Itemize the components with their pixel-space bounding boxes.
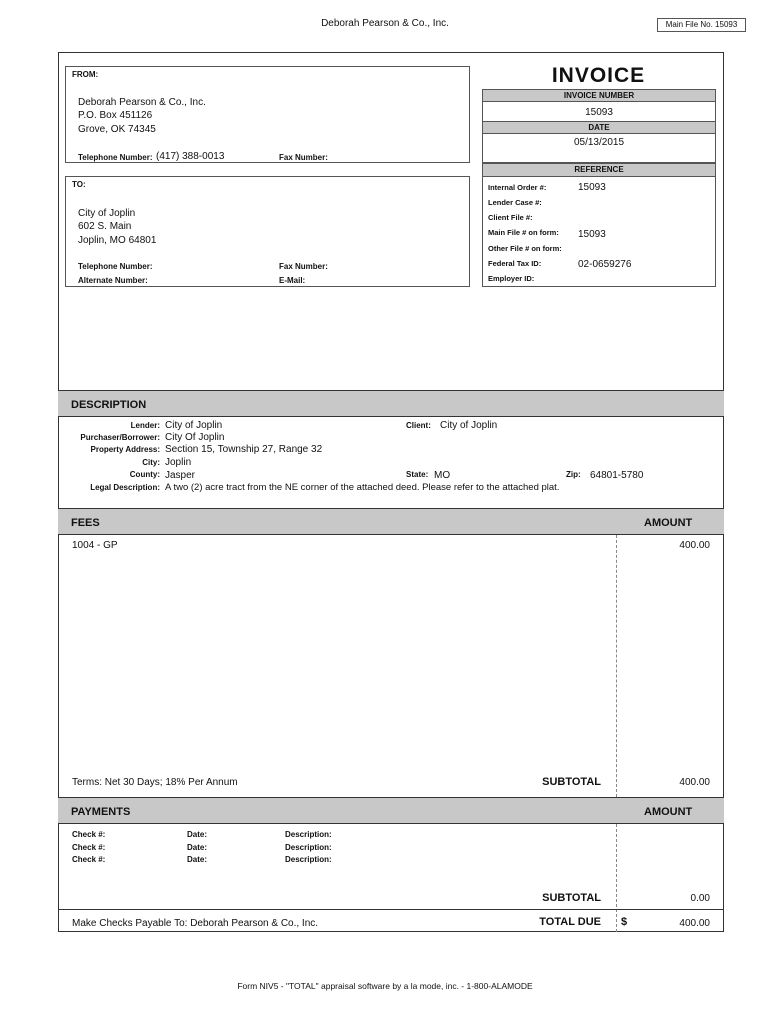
main-file-label: Main File # on form: [488,228,559,237]
lender-case-label: Lender Case #: [488,198,542,207]
fees-title: FEES [71,517,100,529]
client-label: Client: [406,421,431,430]
state-label: State: [406,470,429,479]
city-label: City: [142,458,160,467]
fees-subtotal-label: SUBTOTAL [542,776,601,788]
county-label: County: [129,470,160,479]
client-value: City of Joplin [440,420,498,431]
to-phone-label: Telephone Number: [78,262,153,271]
check-label-2: Check #: [72,843,106,852]
description-label-3: Description: [285,855,332,864]
date-label-3: Date: [187,855,208,864]
from-label: FROM: [72,70,99,79]
to-email-label: E-Mail: [279,276,306,285]
description-label-2: Description: [285,843,332,852]
client-file-label: Client File #: [488,213,533,222]
fees-divider [616,535,617,797]
reference-box [482,163,716,287]
legal-description-value: A two (2) acre tract from the NE corner of the attached deed. Please refer to the attached plat. [165,482,560,493]
from-phone: (417) 388-0013 [156,151,225,162]
zip-label: Zip: [566,470,581,479]
state-value: MO [434,470,451,481]
property-address-label: Property Address: [90,445,160,454]
main-file-value: 15093 [578,229,606,240]
purchaser-value: City Of Joplin [165,432,225,443]
zip-value: 64801-5780 [590,470,644,481]
internal-order-value: 15093 [578,182,606,193]
total-row-divider [58,909,724,910]
to-line2: 602 S. Main [78,221,132,232]
invoice-date-label: DATE [483,121,715,134]
to-fax-label: Fax Number: [279,262,328,271]
fee-item-amount: 400.00 [679,540,710,551]
employer-id-label: Employer ID: [488,274,535,283]
check-label-1: Check #: [72,830,106,839]
currency-symbol: $ [621,916,628,928]
check-label-3: Check #: [72,855,106,864]
city-value: Joplin [165,457,192,468]
from-phone-label: Telephone Number: [78,153,153,162]
invoice-number: 15093 [585,107,613,118]
to-line1: City of Joplin [78,208,136,219]
total-due-label: TOTAL DUE [539,916,601,928]
from-box [65,66,470,163]
main-file-number: Main File No. 15093 [657,18,746,32]
payable-to: Make Checks Payable To: Deborah Pearson & Co., Inc. [72,918,319,929]
fee-item: 1004 - GP [72,540,118,551]
date-label-1: Date: [187,830,208,839]
date-label-2: Date: [187,843,208,852]
from-line2: P.O. Box 451126 [78,110,153,121]
lender-label: Lender: [130,421,160,430]
from-fax-label: Fax Number: [279,153,328,162]
description-label-1: Description: [285,830,332,839]
property-address-value: Section 15, Township 27, Range 32 [165,444,323,455]
fees-subtotal: 400.00 [679,777,710,788]
internal-order-label: Internal Order #: [488,183,547,192]
description-header [58,390,724,417]
invoice-number-label: INVOICE NUMBER [483,90,715,102]
legal-description-label: Legal Description: [90,483,160,492]
payments-subtotal: 0.00 [690,893,710,904]
footer-text: Form NIV5 - "TOTAL" appraisal software by a la mode, inc. - 1-800-ALAMODE [237,981,533,991]
invoice-number-box [482,89,716,163]
payments-subtotal-label: SUBTOTAL [542,892,601,904]
payments-title: PAYMENTS [71,806,131,818]
payments-header [58,797,724,824]
from-line1: Deborah Pearson & Co., Inc. [78,97,206,108]
to-alt-label: Alternate Number: [78,276,148,285]
description-title: DESCRIPTION [71,399,147,411]
total-due: 400.00 [679,918,710,929]
fees-amount-label: AMOUNT [644,517,693,529]
to-box [65,176,470,287]
to-line3: Joplin, MO 64801 [78,235,157,246]
reference-label: REFERENCE [483,164,715,177]
invoice-title: INVOICE [551,64,646,87]
tax-id-label: Federal Tax ID: [488,259,542,268]
tax-id-value: 02-0659276 [578,259,632,270]
to-label: TO: [72,180,86,189]
lender-value: City of Joplin [165,420,223,431]
header-company: Deborah Pearson & Co., Inc. [321,18,449,29]
invoice-date: 05/13/2015 [573,137,625,148]
from-line3: Grove, OK 74345 [78,124,156,135]
fees-header [58,508,724,535]
payments-amount-label: AMOUNT [644,806,693,818]
other-file-label: Other File # on form: [488,244,562,253]
purchaser-label: Purchaser/Borrower: [80,433,160,442]
payments-divider [616,824,617,932]
county-value: Jasper [165,470,196,481]
terms: Terms: Net 30 Days; 18% Per Annum [72,777,238,788]
